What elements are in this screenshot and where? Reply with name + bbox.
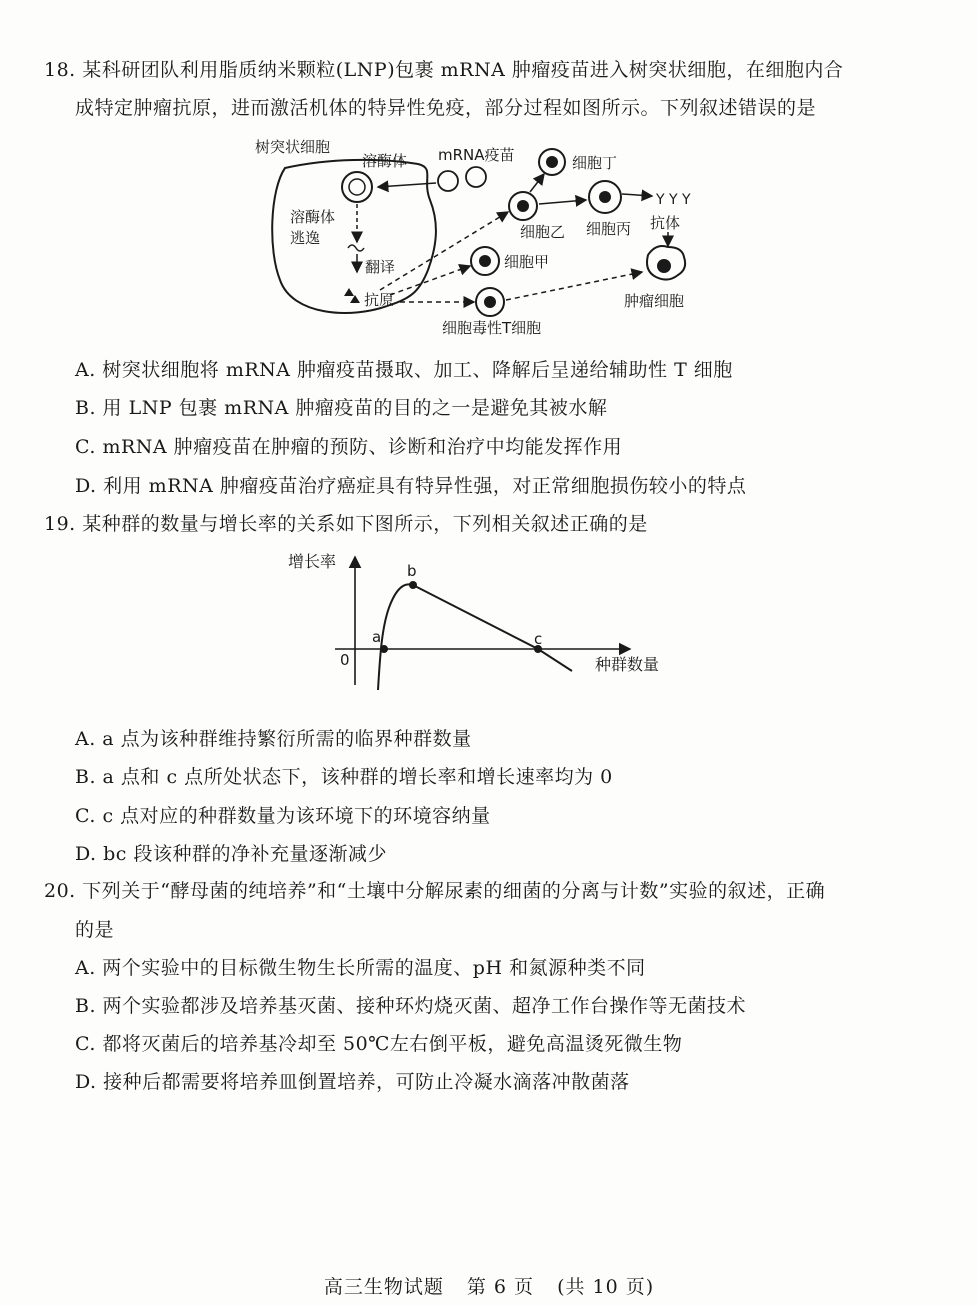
- antibody-icon: Y Y Y: [656, 192, 691, 208]
- growth-rate-curve: [378, 584, 572, 690]
- footer-title: 高三生物试题: [323, 1276, 444, 1298]
- vaccine-particle-icon: [466, 167, 486, 187]
- point-b: [409, 581, 417, 589]
- q19-option-c: C. c 点对应的种群数量为该环境下的环境容纳量: [75, 805, 491, 827]
- q18-option-a: A. 树突状细胞将 mRNA 肿瘤疫苗摄取、加工、降解后呈递给辅助性 T 细胞: [75, 359, 733, 381]
- tumor-cell-label: 肿瘤细胞: [624, 292, 685, 310]
- antibody-label: 抗体: [650, 214, 681, 232]
- q18-option-d: D. 利用 mRNA 肿瘤疫苗治疗癌症具有特异性强，对正常细胞损伤较小的特点: [75, 475, 747, 497]
- page-footer: [0, 1272, 978, 1299]
- q20-option-b: B. 两个实验都涉及培养基灭菌、接种环灼烧灭菌、超净工作台操作等无菌技术: [75, 995, 747, 1017]
- q18-stem-line2: 成特定肿瘤抗原，进而激活机体的特异性免疫，部分过程如图所示。下列叙述错误的是: [75, 97, 817, 119]
- q20-option-c: C. 都将灭菌后的培养基冷却至 50℃左右倒平板，避免高温烫死微生物: [75, 1033, 683, 1055]
- q20-stem-line2: 的是: [75, 919, 115, 941]
- footer-page: 第 6 页: [466, 1276, 535, 1298]
- q18-diagram: [240, 130, 720, 345]
- point-a: [380, 645, 388, 653]
- q18-stem-line1: 18. 某科研团队利用脂质纳米颗粒(LNP)包裹 mRNA 肿瘤疫苗进入树突状细胞，在细胞内合: [44, 59, 844, 81]
- q19-stem: 19. 某种群的数量与增长率的关系如下图所示，下列相关叙述正确的是: [44, 513, 648, 535]
- point-c-label: c: [534, 630, 543, 648]
- lysosome-icon: [342, 172, 372, 202]
- q19-chart: [280, 545, 680, 690]
- cell-ding-label: 细胞丁: [572, 154, 618, 172]
- lysosome-escape-label-1: 溶酶体: [290, 208, 336, 226]
- q20-option-a: A. 两个实验中的目标微生物生长所需的温度、pH 和氮源种类不同: [75, 957, 646, 979]
- cytotoxic-t-label: 细胞毒性T细胞: [442, 319, 542, 337]
- vaccine-particle-icon: [438, 171, 458, 191]
- q19-option-b: B. a 点和 c 点所处状态下，该种群的增长率和增长速率均为 0: [75, 766, 613, 788]
- point-b-label: b: [407, 562, 417, 580]
- lysosome-escape-label-2: 逃逸: [290, 229, 321, 247]
- q20-stem-line1: 20. 下列关于“酵母菌的纯培养”和“土壤中分解尿素的细菌的分离与计数”实验的叙述，正确: [44, 880, 826, 902]
- antigen-icon: [344, 288, 360, 303]
- q19-option-a: A. a 点为该种群维持繁衍所需的临界种群数量: [75, 728, 472, 750]
- cell-yi-label: 细胞乙: [520, 223, 566, 241]
- point-a-label: a: [372, 628, 382, 646]
- y-axis-label: 增长率: [288, 552, 337, 571]
- cell-bing-label: 细胞丙: [586, 220, 632, 238]
- x-axis-label: 种群数量: [595, 655, 660, 674]
- dendritic-cell-label: 树突状细胞: [255, 138, 331, 156]
- translation-label: 翻译: [365, 258, 396, 276]
- origin-label: 0: [340, 651, 350, 669]
- mrna-vaccine-label: mRNA疫苗: [438, 146, 515, 164]
- lysosome-label: 溶酶体: [362, 152, 408, 170]
- q20-option-d: D. 接种后都需要将培养皿倒置培养，可防止冷凝水滴落冲散菌落: [75, 1071, 630, 1093]
- antigen-label: 抗原: [364, 291, 395, 309]
- q19-option-d: D. bc 段该种群的净补充量逐渐减少: [75, 843, 387, 865]
- cell-jia-label: 细胞甲: [504, 253, 550, 271]
- q18-option-b: B. 用 LNP 包裹 mRNA 肿瘤疫苗的目的之一是避免其被水解: [75, 397, 608, 419]
- q18-option-c: C. mRNA 肿瘤疫苗在肿瘤的预防、诊断和治疗中均能发挥作用: [75, 436, 623, 458]
- footer-total: (共 10 页): [557, 1276, 655, 1298]
